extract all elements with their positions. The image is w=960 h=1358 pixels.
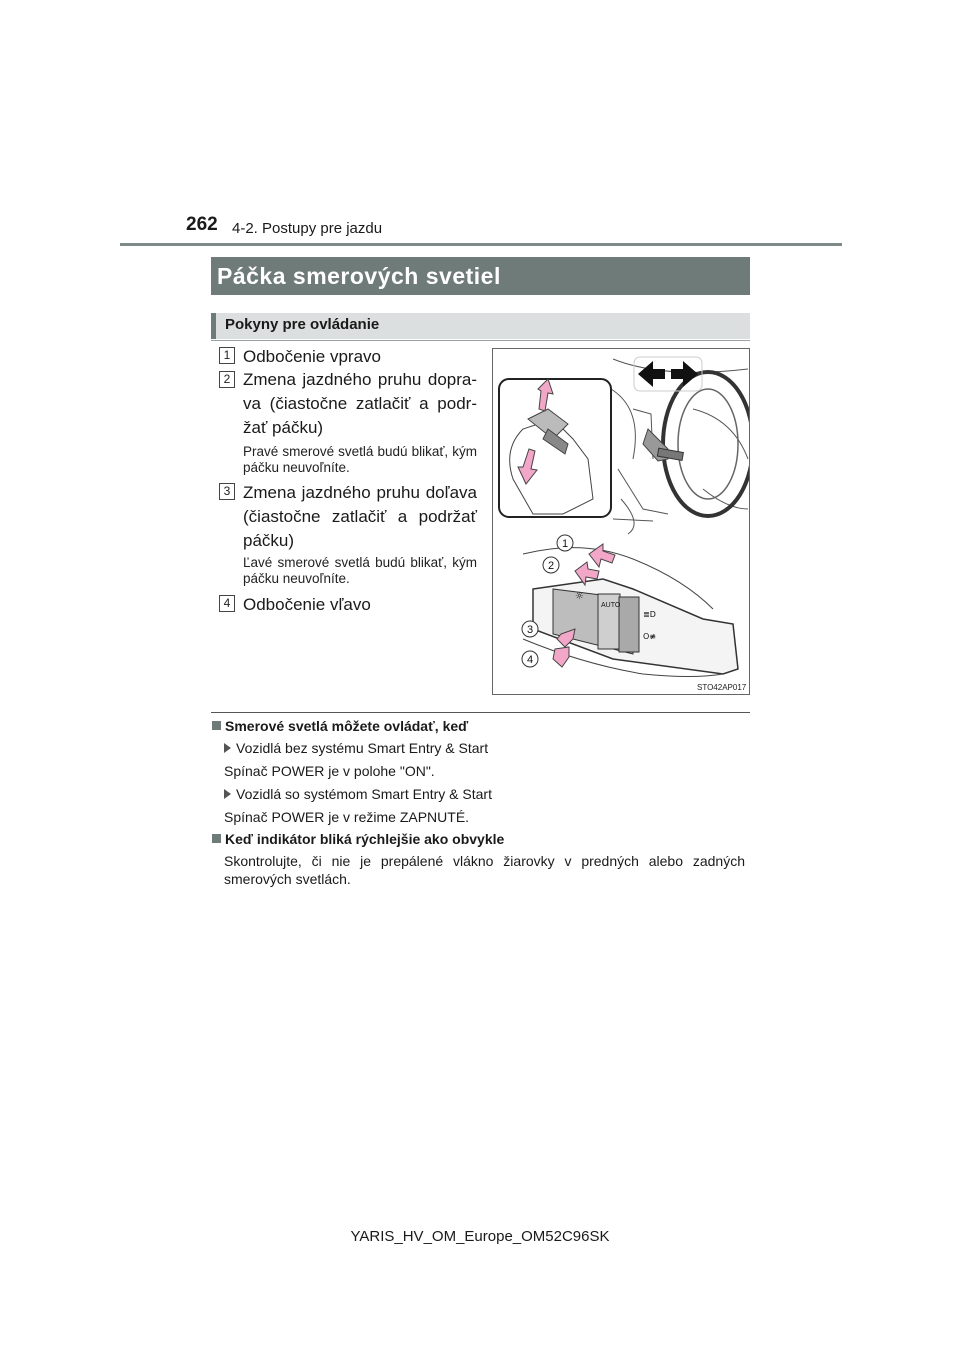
page-number: 262 (186, 214, 218, 235)
item-note-3: Ľavé smerové svetlá budú blikať, kým páčku neuvoľníte. (243, 555, 477, 586)
note-bullet-1: Vozidlá bez systému Smart Entry & Start (224, 740, 488, 756)
triangle-bullet-icon (224, 789, 231, 799)
item-text-2: Zmena jazdného pruhu dopra-va (čiastočne zatlačiť a podr-žať páčku) (243, 370, 477, 437)
square-bullet-icon (212, 721, 221, 730)
svg-text:☼: ☼ (575, 591, 584, 602)
arrow-4 (553, 647, 569, 667)
svg-text:≣D: ≣D (643, 610, 656, 619)
illustration-svg (493, 349, 749, 694)
item-number-1: 1 (219, 347, 235, 364)
item-number-4: 4 (219, 595, 235, 612)
section-title: Páčka smerových svetiel (211, 257, 750, 295)
item-note-2: Pravé smerové svetlá budú blikať, kým páčku neuvoľníte. (243, 444, 477, 475)
subsection-header (211, 313, 750, 339)
note-bullet-2: Vozidlá so systémom Smart Entry & Start (224, 786, 492, 802)
callout-1: 1 (561, 538, 569, 550)
subsection-title: Pokyny pre ovládanie (225, 316, 380, 333)
item-text-3: Zmena jazdného pruhu doľava (čiastočne zatlačiť a podržať páčku) (243, 483, 477, 550)
arrow-1 (589, 544, 615, 567)
callout-2: 2 (547, 560, 555, 572)
note-heading-2: Keď indikátor bliká rýchlejšie ako obvykle (212, 831, 504, 847)
callout-4: 4 (526, 654, 534, 666)
note-paragraph: Skontrolujte, či nie je prepálené vlákno žiarovky v predných alebo zadných smerových svetlách. (224, 853, 745, 887)
auto-label: AUTO (601, 602, 621, 609)
svg-text:O≢: O≢ (643, 632, 656, 641)
item-number-3: 3 (219, 483, 235, 500)
callout-3: 3 (526, 624, 534, 636)
triangle-bullet-icon (224, 743, 231, 753)
footer-doc-id: YARIS_HV_OM_Europe_OM52C96SK (350, 1228, 610, 1245)
item-number-2: 2 (219, 371, 235, 388)
chapter-title: 4-2. Postupy pre jazdu (232, 220, 383, 237)
note-line-1: Spínač POWER je v polohe "ON". (224, 763, 435, 779)
direction-arrows (634, 357, 702, 391)
note-heading-1: Smerové svetlá môžete ovládať, keď (212, 718, 468, 734)
square-bullet-icon (212, 834, 221, 843)
item-text-1: Odbočenie vpravo (243, 347, 381, 366)
turn-signal-lever-illustration (492, 348, 750, 695)
item-text-4: Odbočenie vľavo (243, 595, 371, 614)
figure-code: STO42AP017 (697, 683, 747, 692)
subsection-rule (211, 340, 750, 341)
note-line-2: Spínač POWER je v režime ZAPNUTÉ. (224, 809, 470, 825)
bottom-rule (211, 712, 750, 713)
steering-wheel (663, 372, 749, 516)
subsection-bar (211, 313, 216, 339)
header-rule (120, 243, 842, 246)
